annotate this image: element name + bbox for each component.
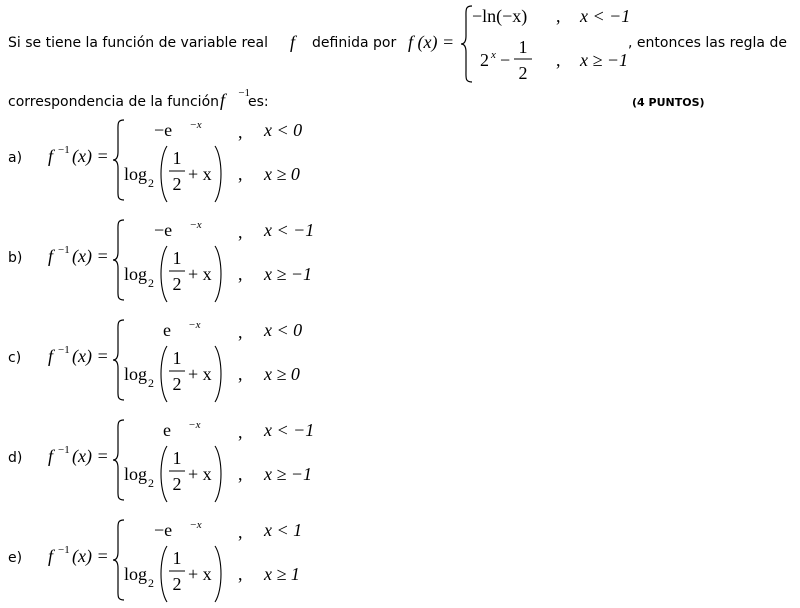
option-frac-den: 2 [172,474,182,494]
option-b[interactable] [0,218,800,308]
fx-case2-fraction [512,36,534,84]
option-label[interactable]: e) [8,550,23,566]
option-top-exp: −x [189,519,202,531]
option-brace [112,318,126,402]
option-top-comma: , [238,522,243,542]
option-frac-num: 1 [172,548,182,568]
left-paren-icon [161,446,167,502]
right-paren-icon [215,146,221,202]
option-plus-x: + x [188,264,212,284]
option-label[interactable]: a) [8,150,23,166]
option-lhs-f: f [48,546,54,566]
right-paren-icon [215,346,221,402]
option-bottom-cond: x ≥ 1 [264,564,300,584]
option-bottom-comma: , [238,364,243,384]
option-top-comma: , [238,222,243,242]
option-bottom-comma: , [238,264,243,284]
option-log: log [124,164,148,184]
option-brace [112,218,126,302]
option-lhs-exp: −1 [58,444,70,456]
option-e[interactable] [0,518,800,608]
question-intro: Si se tiene la función de variable real [8,35,268,51]
option-frac-den: 2 [172,274,182,294]
option-lhs-exp: −1 [58,244,70,256]
option-brace [112,518,126,602]
question-line2: correspondencia de la función [8,94,220,110]
fx-case1-expr: −ln(−x) [472,6,528,26]
fx-case2-comma: , [556,50,561,70]
option-frac-num: 1 [172,448,182,468]
question-es: es: [248,94,269,110]
option-top-comma: , [238,322,243,342]
left-paren-icon [161,246,167,302]
option-bottom-comma: , [238,164,243,184]
option-top-exp: −x [188,319,201,331]
fx-frac-den: 2 [518,63,528,83]
option-lhs-arg: (x) = [72,446,109,466]
left-paren-icon [161,146,167,202]
option-top-comma: , [238,122,243,142]
option-bottom-cond: x ≥ −1 [264,264,313,284]
option-plus-x: + x [188,564,212,584]
option-label[interactable]: b) [8,250,23,266]
option-frac-den: 2 [172,374,182,394]
option-log-sub: 2 [148,576,154,590]
points-label: (4 PUNTOS) [632,96,705,109]
option-lhs-f: f [48,346,54,366]
option-log: log [124,464,148,484]
option-log-sub: 2 [148,476,154,490]
option-frac-den: 2 [172,174,182,194]
option-lhs-exp: −1 [58,144,70,156]
option-brace [112,118,126,202]
option-log: log [124,564,148,584]
option-a[interactable] [0,118,800,208]
option-top-exp: −x [189,119,202,131]
option-top-exp: −x [188,419,201,431]
question-block [0,0,800,110]
option-lhs-arg: (x) = [72,546,109,566]
option-top-cond: x < 0 [264,320,303,340]
option-top-cond: x < 0 [264,120,303,140]
option-bottom-comma: , [238,464,243,484]
option-bottom-cond: x ≥ 0 [264,164,300,184]
fx-case2-base: 2 [480,50,489,70]
option-top-expr: −e [154,520,173,540]
fx-frac-num: 1 [518,37,528,57]
fx-case1-comma: , [556,6,561,26]
fx-lhs: f (x) = [408,32,455,52]
option-frac-num: 1 [172,148,182,168]
option-log: log [124,264,148,284]
option-bottom-cond: x ≥ −1 [264,464,313,484]
question-tail: , entonces las regla de [628,35,787,51]
fx-case2-exp: x [491,49,496,61]
option-c[interactable] [0,318,800,408]
option-frac-num: 1 [172,348,182,368]
option-lhs-f: f [48,246,54,266]
left-paren-icon [161,546,167,602]
option-top-expr: −e [154,220,173,240]
option-plus-x: + x [188,164,212,184]
option-log-sub: 2 [148,276,154,290]
right-paren-icon [215,246,221,302]
option-top-comma: , [238,422,243,442]
option-log: log [124,364,148,384]
option-frac-den: 2 [172,574,182,594]
option-frac-num: 1 [172,248,182,268]
finv-exp: −1 [238,87,251,99]
option-top-expr: −e [154,120,173,140]
option-lhs-arg: (x) = [72,146,109,166]
option-plus-x: + x [188,464,212,484]
f-symbol: f [290,32,296,52]
finv-base: f [220,90,226,110]
fx-case1-cond: x < −1 [580,6,631,26]
option-log-sub: 2 [148,176,154,190]
option-lhs-arg: (x) = [72,346,109,366]
option-lhs-arg: (x) = [72,246,109,266]
option-d[interactable] [0,418,800,508]
option-bottom-comma: , [238,564,243,584]
option-log-sub: 2 [148,376,154,390]
fx-case2-minus: − [500,50,511,70]
option-lhs-f: f [48,446,54,466]
defined-by: definida por [312,35,397,51]
option-label[interactable]: c) [8,350,22,366]
option-top-expr: e [163,420,171,440]
option-bottom-cond: x ≥ 0 [264,364,300,384]
right-paren-icon [215,546,221,602]
option-top-cond: x < 1 [264,520,303,540]
option-top-cond: x < −1 [264,220,315,240]
option-lhs-exp: −1 [58,544,70,556]
option-lhs-f: f [48,146,54,166]
option-brace [112,418,126,502]
left-paren-icon [161,346,167,402]
option-lhs-exp: −1 [58,344,70,356]
option-label[interactable]: d) [8,450,23,466]
option-top-exp: −x [189,219,202,231]
fx-case2-cond: x ≥ −1 [580,50,629,70]
option-top-cond: x < −1 [264,420,315,440]
option-top-expr: e [163,320,171,340]
option-plus-x: + x [188,364,212,384]
right-paren-icon [215,446,221,502]
